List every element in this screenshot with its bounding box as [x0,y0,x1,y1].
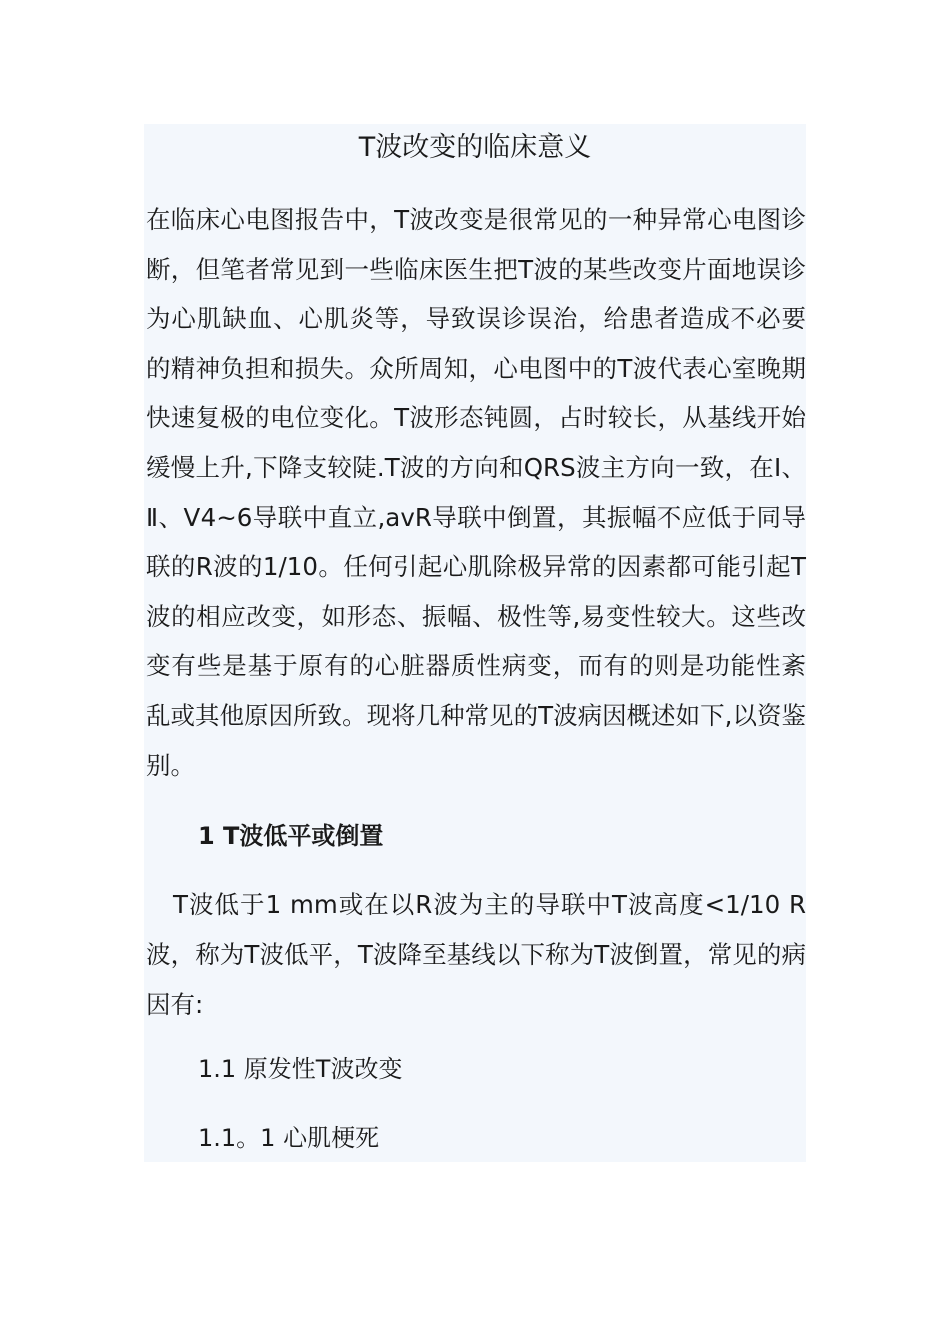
section-heading-1: 1 T波低平或倒置 [198,822,384,850]
intro-paragraph: 在临床心电图报告中，T波改变是很常见的一种异常心电图诊断，但笔者常见到一些临床医生把T波的某些改变片面地误诊为心肌缺血、心肌炎等，导致误诊误治，给患者造成不必要的精神负担和损失。众所周知，心电图中的T波代表心室晚期快速复极的电位变化。T波形态钝圆，占时较长，从基线开始缓慢上升,下降支较陡.T波的方向和QRS波主方向一致，在Ⅰ、Ⅱ、Ⅴ4~6导联中直立,avR导联中倒置，其振幅不应低于同导联的R波的1/10。任何引起心肌除极异常的因素都可能引起T波的相应改变，如形态、振幅、极性等,易变性较大。这些改变有些是基于原有的心脏器质性病变，而有的则是功能性紊乱或其他原因所致。现将几种常见的T波病因概述如下,以资鉴别。 [146,205,806,780]
section-1-paragraph: T波低于1 mm或在以R波为主的导联中T波高度<1/10 R波，称为T波低平，T波降至基线以下称为T波倒置，常见的病因有: [146,890,806,1019]
subsection-heading-1-1: 1.1 原发性T波改变 [198,1055,403,1083]
document-title: T波改变的临床意义 [358,132,592,163]
subsection-heading-1-1-1: 1.1。1 心肌梗死 [198,1124,380,1152]
